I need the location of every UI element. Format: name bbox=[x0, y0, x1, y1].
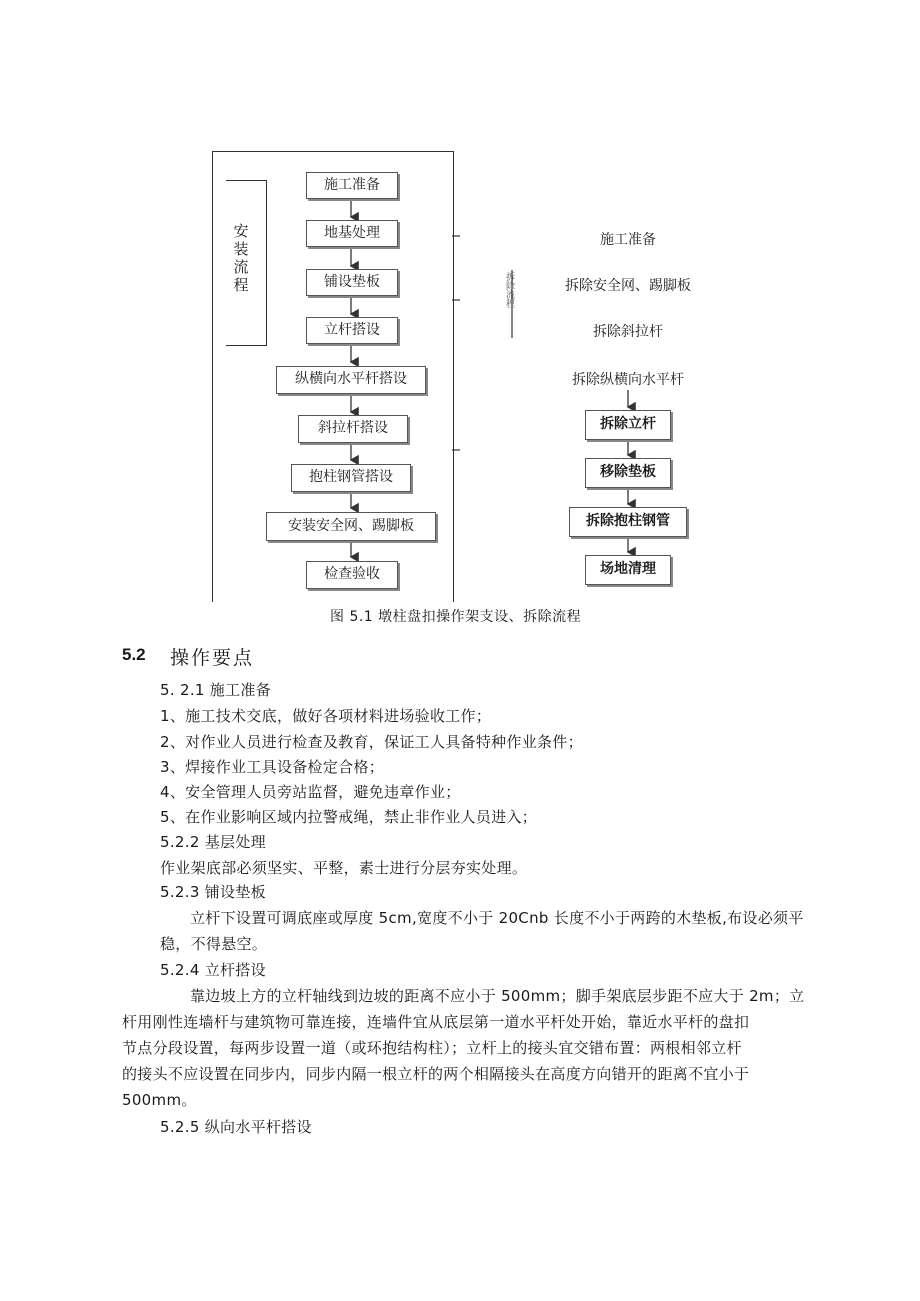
subsection-title: 5.2.2 基层处理 bbox=[160, 833, 266, 851]
install-step: 纵横向水平杆搭设 bbox=[276, 366, 426, 394]
install-step: 检查验收 bbox=[306, 561, 398, 589]
paragraph-line: 的接头不应设置在同步内，同步内隔一根立杆的两个相隔接头在高度方向错开的距离不宜小于 bbox=[122, 1065, 750, 1083]
install-step: 安装安全网、踢脚板 bbox=[266, 512, 436, 541]
paragraph-line: 稳，不得悬空。 bbox=[160, 935, 268, 953]
subsection-title: 5.2.5 纵向水平杆搭设 bbox=[160, 1118, 312, 1136]
paragraph-line: 靠边坡上方的立杆轴线到边坡的距离不应小于 500mm；脚手架底层步距不应大于 2m；立 bbox=[190, 987, 805, 1005]
remove-step-text: 拆除安全网、踢脚板 bbox=[565, 278, 691, 294]
install-flow-label: 安装流程 bbox=[233, 222, 249, 294]
paragraph-line: 500mm。 bbox=[122, 1091, 197, 1109]
remove-step: 场地清理 bbox=[585, 555, 671, 585]
remove-step: 拆除立杆 bbox=[585, 410, 671, 440]
remove-flow-label: 拆除流程 bbox=[504, 272, 514, 308]
list-item: 4、安全管理人员旁站监督，避免违章作业； bbox=[160, 783, 461, 801]
list-item: 3、焊接作业工具设备检定合格； bbox=[160, 758, 385, 776]
subsection-title: 5. 2.1 施工准备 bbox=[160, 681, 272, 699]
list-item: 1、施工技术交底，做好各项材料进场验收工作； bbox=[160, 707, 492, 725]
remove-step-text: 拆除斜拉杆 bbox=[593, 324, 663, 340]
section-title: 操作要点 bbox=[170, 647, 255, 669]
install-step: 立杆搭设 bbox=[306, 317, 398, 344]
paragraph-line: 立杆下设置可调底座或厚度 5cm,宽度不小于 20Cnb 长度不小于两跨的木垫板,布设必须平 bbox=[190, 909, 804, 927]
list-item: 2、对作业人员进行检查及教育，保证工人具备特种作业条件； bbox=[160, 733, 583, 751]
remove-step: 拆除抱柱钢管 bbox=[569, 507, 687, 537]
subsection-title: 5.2.3 铺设垫板 bbox=[160, 883, 266, 901]
remove-step: 移除垫板 bbox=[585, 458, 671, 488]
subsection-title: 5.2.4 立杆搭设 bbox=[160, 961, 266, 979]
paragraph-line: 节点分段设置，每两步设置一道（或环抱结构柱）；立杆上的接头宜交错布置：两根相邻立杆 bbox=[122, 1039, 742, 1057]
paragraph-line: 杆用刚性连墙杆与建筑物可靠连接，连墙件宜从底层第一道水平杆处开始，靠近水平杆的盘扣 bbox=[122, 1013, 750, 1031]
list-item: 5、在作业影响区域内拉警戒绳，禁止非作业人员进入； bbox=[160, 808, 538, 826]
section-number: 5.2 bbox=[122, 645, 146, 664]
install-step: 斜拉杆搭设 bbox=[298, 415, 408, 443]
paragraph: 作业架底部必须坚实、平整，素士进行分层夯实处理。 bbox=[160, 859, 528, 877]
remove-step-text: 施工准备 bbox=[600, 232, 656, 248]
install-step: 抱柱钢管搭设 bbox=[291, 464, 411, 492]
remove-step-text: 拆除纵横向水平杆 bbox=[572, 372, 684, 388]
figure-caption: 图 5.1 墩柱盘扣操作架支设、拆除流程 bbox=[330, 609, 582, 625]
install-step: 铺设垫板 bbox=[306, 269, 398, 296]
install-step: 施工准备 bbox=[306, 172, 398, 199]
install-step: 地基处理 bbox=[306, 220, 398, 247]
